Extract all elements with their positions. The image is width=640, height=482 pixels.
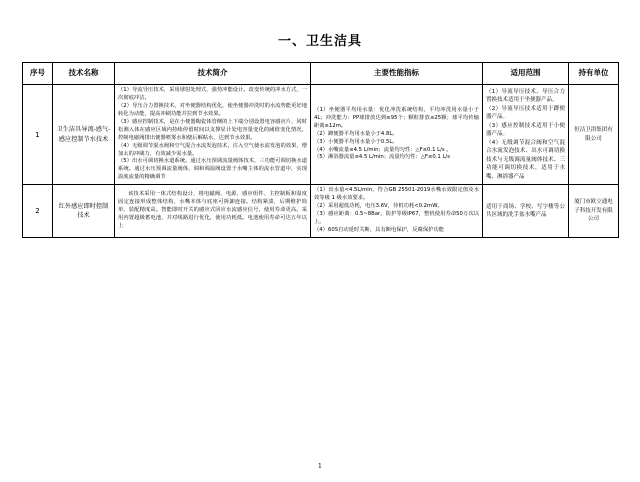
scope-paragraph: （3）感应控制技术适用于小便器产品。 — [486, 122, 565, 138]
table-header — [23, 63, 619, 85]
technology-table — [22, 62, 619, 238]
table-row — [23, 185, 619, 238]
cell-holder-unit: 厦门市欧立通电子科技开发有限公司 — [569, 185, 619, 238]
brief-paragraph: 该技术采用一体式结构设计，将电磁阀、电源、感应组件、主控制板和湿度固定连接形成整体结构，水嘴本体与底座可拆卸连接。结构紧凑，后期维护简单，装配精度高。智能即时开关的感应式回应水流感应信号，使用寿命更高。采用内置超级蓄电池，并对线路进行优化，使用功耗低。电池使用寿命可达五年以上 — [118, 191, 307, 229]
brief-paragraph: （1）导流导压技术，采用球射处理式，强势冲能设计。改变传统的冲水方式，一次彻底冲洁。 — [118, 87, 307, 101]
performance-paragraph: （3）小便器平均用水量小于0.5L。 — [314, 138, 398, 145]
brief-paragraph: （4）无级调节混水阀和空气混合水流发泡技术，注入空气使水流发泡的效果，增加太的冲刷力，有效减少需水量。 — [118, 142, 307, 157]
performance-paragraph: （2）蹲便器平均用水量小于4.8L。 — [314, 130, 398, 137]
column-header-performance: 主要性能指标 — [311, 63, 483, 85]
cell-no: 1 — [23, 85, 53, 185]
cell-scope — [483, 85, 569, 185]
brief-paragraph: （2）导压合力置换技术，对坐便器结构优化，使坐便器冲洗时的水流势能更好地转化为动能，提高冲刷功能并拉到节水效果。 — [118, 102, 307, 117]
column-header-scope: 适用范围 — [483, 63, 569, 85]
cell-performance — [311, 185, 483, 238]
performance-paragraph: （3）感应距离：0.5~8Bar，防护等级IP67，整机使用寿命50万次以上。 — [314, 211, 479, 225]
performance-paragraph: （4）水嘴流量≤4.5 L/min；流量均匀性：△F≤0.1 L/s 。 — [314, 146, 452, 153]
document-page — [0, 30, 640, 482]
cell-brief — [115, 185, 311, 238]
column-header-name: 技术名称 — [53, 63, 115, 85]
cell-holder-unit: 恒洁卫浴集团有限公司 — [569, 85, 619, 185]
performance-paragraph: （1）出水量<4.5L/min，符合GB 25501-2019水嘴水效限定值及水效等级 1 级水效要求。 — [314, 187, 479, 202]
page-number: 1 — [317, 462, 323, 470]
cell-name: 卫生洁具导流-感气-感应控制节水技术 — [53, 85, 115, 185]
performance-paragraph: （4）60S自动延时关断，具有断电保护，反腐保护功能 — [314, 226, 445, 233]
performance-paragraph: （2）采用超低功耗，电压3.6V，待机功耗<0.2mW。 — [314, 203, 443, 210]
column-header-unit: 持有单位 — [569, 63, 619, 85]
table-header-row — [23, 63, 619, 85]
scope-paragraph: （1）导流导压技术、导压合力置换技术适用于坐便器产品。 — [486, 88, 565, 104]
brief-paragraph: （3）感应控制技术，是在小便器陶瓷体管侧的上下端分别设置电容感应片，同时松测入体在感应区域内持续停留时间以支撑显计处电容量变化的阈值变化情况，控制电磁阀排出便器喷雾水和便后解粘水，达到节水效果。 — [118, 118, 307, 141]
cell-brief — [115, 85, 311, 185]
page-title: 一、卫生洁具 — [277, 34, 362, 49]
column-header-no: 序号 — [23, 63, 53, 85]
table-row — [23, 85, 619, 185]
scope-paragraph: （4）无级调节混合阀和空气混合水流发泡技术、出水可调切换技术与无级调流量阀体技术、三功能可调切换技术，适用于水嘴、淋浴器产品 — [486, 139, 565, 180]
cell-name: 红外感应即时控制技术 — [53, 185, 115, 238]
brief-paragraph: （5）出水可调切换水道系统。通过水压预调流量阀体技术，三功能可调切换水道系统。通过水压预调流量阀体，调和调温阀设置于水嘴主体的流水管道中，实现温度流量的精确调节 — [118, 158, 307, 181]
performance-paragraph: （1）坐便器平均用水量：优化冲洗系统结构，平均冲洗用水量小于4L；冲洗能力：PP球排放达到≥95个；颗粒排放≤25颗；球平均传输距离≥12m。 — [314, 106, 479, 129]
performance-paragraph: （5）淋浴器流量≤4.5 L/min；流量均匀性：△F≤0.1 L/s — [314, 154, 450, 161]
cell-performance — [311, 85, 483, 185]
cell-scope — [483, 185, 569, 238]
scope-paragraph: （2）导流导压技术适用于蹲便器产品。 — [486, 105, 565, 121]
scope-paragraph: 适用于商场、学校、写字楼等公共区域的洗手盆水嘴产品 — [486, 203, 565, 219]
table-body — [23, 85, 619, 238]
cell-no: 2 — [23, 185, 53, 238]
column-header-brief: 技术简介 — [115, 63, 311, 85]
